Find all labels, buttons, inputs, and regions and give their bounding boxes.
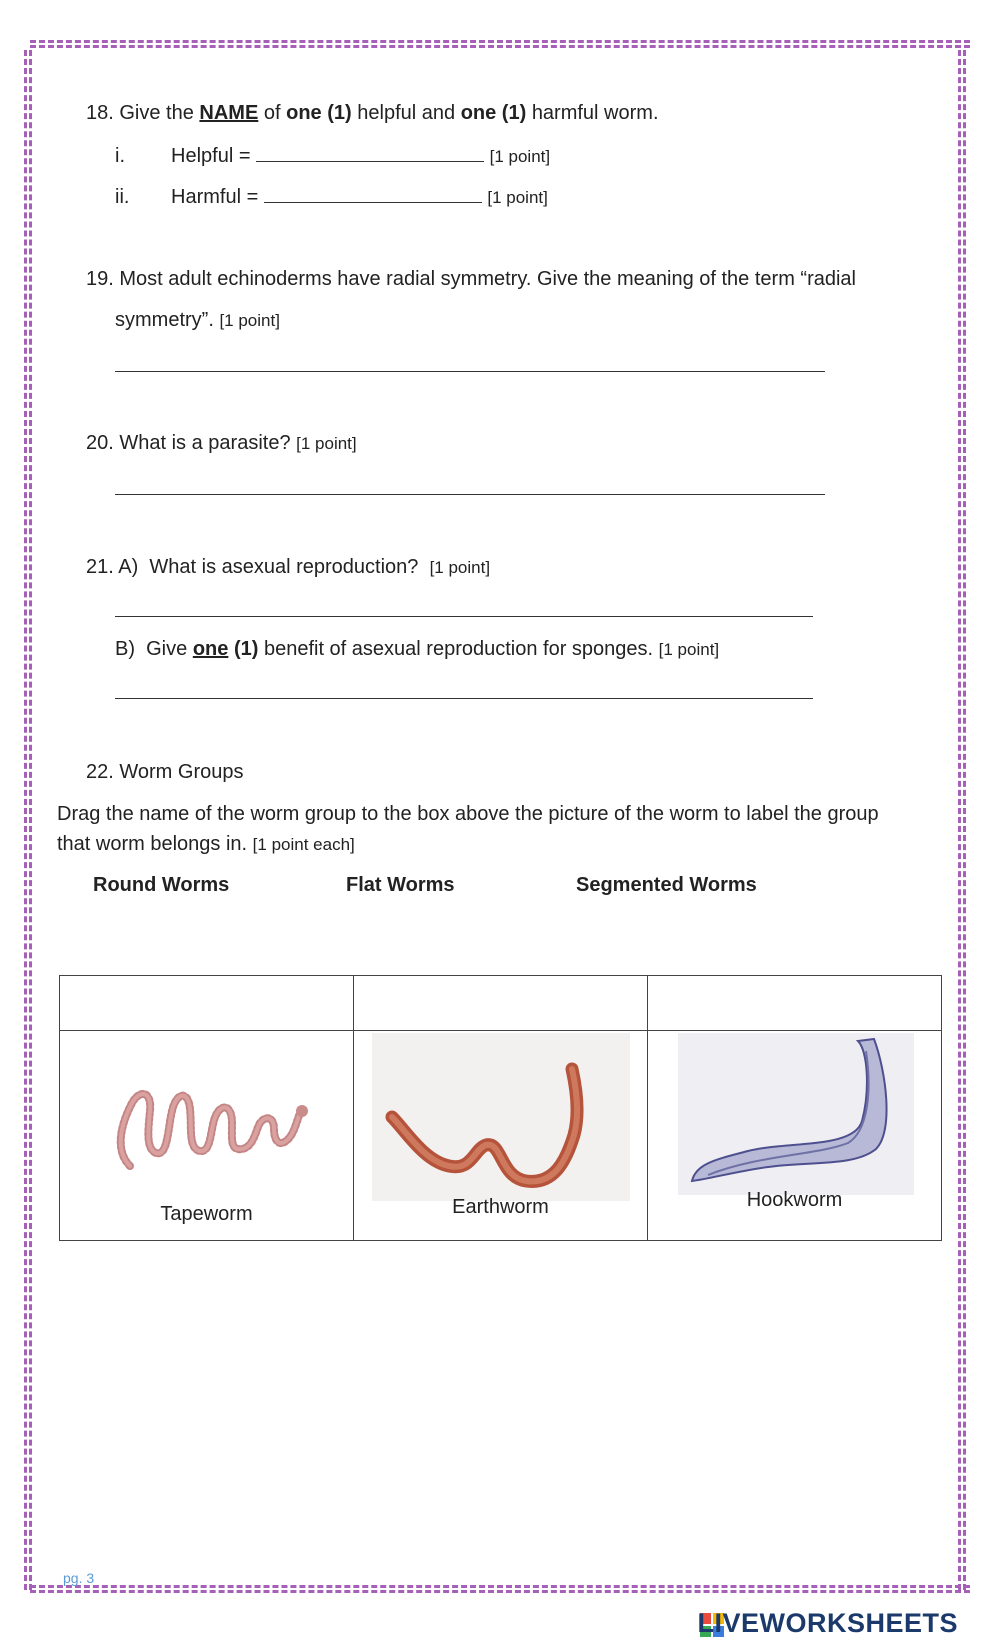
harmful-answer-blank[interactable] <box>264 184 482 203</box>
brand-name[interactable]: LIVEWORKSHEETS <box>697 1608 958 1638</box>
worm-table <box>59 975 942 1241</box>
hookworm-cell <box>648 1031 942 1241</box>
left-border <box>24 50 32 1590</box>
q22-instructions-line1: Drag the name of the worm group to the box above the picture of the worm to label the group <box>57 803 879 825</box>
q21a-answer-line[interactable] <box>115 616 813 617</box>
earthworm-caption: Earthworm <box>452 1196 549 1218</box>
drop-box-earthworm[interactable] <box>354 976 648 1031</box>
hookworm-caption: Hookworm <box>746 1189 843 1211</box>
q18-prompt: 18. Give the NAME of one (1) helpful and one (1) harmful worm. <box>86 102 659 124</box>
tapeworm-cell <box>60 1031 354 1241</box>
tapeworm-caption: Tapeworm <box>160 1203 253 1225</box>
q19-prompt-line1: 19. Most adult echinoderms have radial symmetry. Give the meaning of the term “radial <box>86 268 856 290</box>
drop-box-hookworm[interactable] <box>648 976 942 1031</box>
q21a-prompt: 21. A) What is asexual reproduction? [1 point] <box>86 556 491 578</box>
q18-item-harmful: ii. Harmful = [1 point] <box>115 186 548 208</box>
drag-label-segmented-worms[interactable]: Segmented Worms <box>576 874 757 896</box>
q18-item-helpful: i. Helpful = [1 point] <box>115 145 551 167</box>
page-number: pg. 3 <box>63 1570 95 1586</box>
q20-prompt: 20. What is a parasite? [1 point] <box>86 432 357 454</box>
q19-answer-line[interactable] <box>115 371 825 372</box>
top-border <box>30 40 970 50</box>
drag-label-round-worms[interactable]: Round Worms <box>93 874 230 896</box>
q20-answer-line[interactable] <box>115 494 825 495</box>
q21b-answer-line[interactable] <box>115 698 813 699</box>
q22-instructions-line2: that worm belongs in. [1 point each] <box>57 833 355 855</box>
drop-box-tapeworm[interactable] <box>60 976 354 1031</box>
q22-title: 22. Worm Groups <box>86 761 244 783</box>
right-border <box>958 50 966 1590</box>
drag-label-flat-worms[interactable]: Flat Worms <box>346 874 455 896</box>
helpful-answer-blank[interactable] <box>256 143 484 162</box>
bottom-border <box>30 1585 970 1595</box>
q19-prompt-line2: symmetry”. [1 point] <box>115 309 280 331</box>
q21b-prompt: B) Give one (1) benefit of asexual reproduction for sponges. [1 point] <box>115 638 720 660</box>
earthworm-cell <box>354 1031 648 1241</box>
